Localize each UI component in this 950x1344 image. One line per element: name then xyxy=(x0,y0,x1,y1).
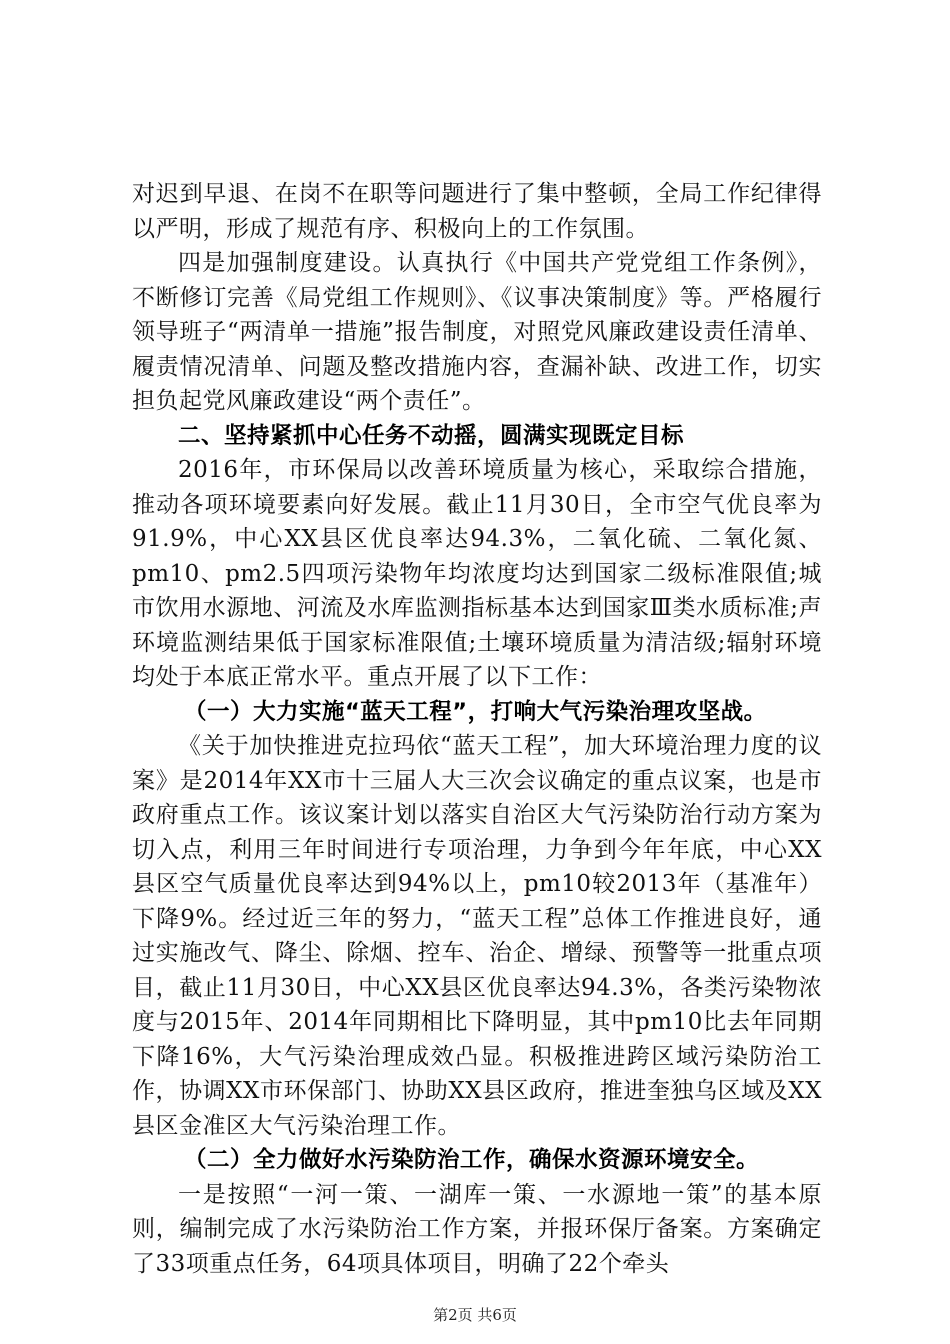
paragraph-continuation: 对迟到早退、在岗不在职等问题进行了集中整顿，全局工作纪律得以严明，形成了规范有序、积极向上的工作氛围。 xyxy=(132,181,822,242)
subsection-heading-blue-sky: （一）大力实施“蓝天工程”，打响大气污染治理攻坚战。 xyxy=(184,698,767,725)
paragraph-blue-sky-project: 《关于加快推进克拉玛依“蓝天工程”，加大环境治理力度的议案》是2014年XX市十三届人大三次会议确定的重点议案，也是市政府重点工作。该议案计划以落实自治区大气污染防治行动方案为切入点，利用三年时间进行专项治理，力争到今年年底，中心XX县区空气质量优良率达到94%以上，pm10较2013年（基准年）下降9%。经过近三年的努力，“蓝天工程”总体工作推进良好，通过实施改气、降尘、除烟、控车、治企、增绿、预警等一批重点项目，截止11月30日，中心XX县区优良率达94.3%，各类污染物浓度与2015年、2014年同期相比下降明显，其中pm10比去年同期下降16%，大气污染治理成效凸显。积极推进跨区域污染防治工作，协调XX市环保部门、协助XX县区政府，推进奎独乌区域及XX县区金准区大气污染治理工作。 xyxy=(132,733,822,1139)
paragraph-water-plan: 一是按照“一河一策、一湖库一策、一水源地一策”的基本原则，编制完成了水污染防治工作方案，并报环保厅备案。方案确定了33项重点任务，64项具体项目，明确了22个牵头 xyxy=(132,1181,822,1277)
subsection-heading-water: （二）全力做好水污染防治工作，确保水资源环境安全。 xyxy=(184,1147,760,1173)
paragraph-2016-summary: 2016年，市环保局以改善环境质量为核心，采取综合措施，推动各项环境要素向好发展。截止11月30日，全市空气优良率为91.9%，中心XX县区优良率达94.3%，二氧化硫、二氧化氮、pm10、pm2.5四项污染物年均浓度均达到国家二级标准限值;城市饮用水源地、河流及水库监测指标基本达到国家Ⅲ类水质标准;声环境监测结果低于国家标准限值;土壤环境质量为清洁级;辐射环境均处于本底正常水平。重点开展了以下工作： xyxy=(132,457,822,690)
paragraph-system-building: 四是加强制度建设。认真执行《中国共产党党组工作条例》，不断修订完善《局党组工作规则》、《议事决策制度》等。严格履行领导班子“两清单一措施”报告制度，对照党风廉政建设责任清单、履责情况清单、问题及整改措施内容，查漏补缺、改进工作，切实担负起党风廉政建设“两个责任”。 xyxy=(132,250,822,414)
section-heading-2: 二、坚持紧抓中心任务不动摇，圆满实现既定目标 xyxy=(178,422,685,449)
page-number-footer: 第2页 共6页 xyxy=(433,1306,517,1324)
document-body xyxy=(132,177,822,1281)
